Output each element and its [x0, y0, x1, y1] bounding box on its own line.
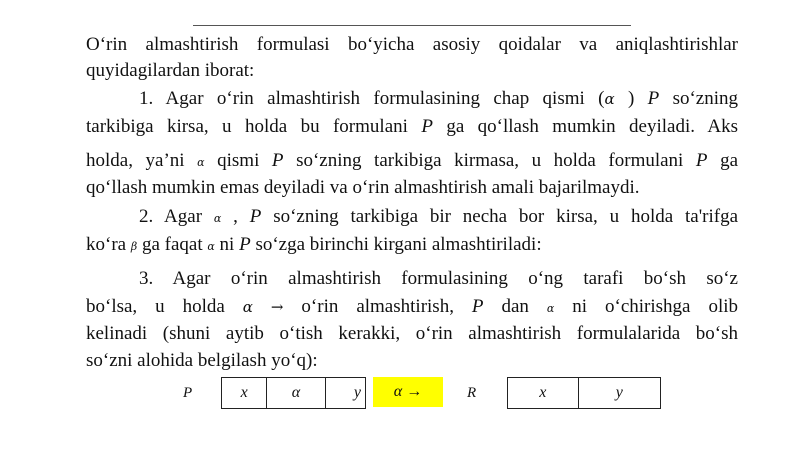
- rule3-line-1: 3. Agar o‘rin almashtirish formulasining o‘ng tarafi bo‘sh so‘z: [139, 268, 738, 289]
- rule1-line-4: qo‘llash mumkin emas deyiladi va o‘rin almashtirish amali bajarilmaydi.: [86, 177, 640, 198]
- rule3-line-2: bo‘lsa, u holda α → o‘rin almashtirish, P dan α ni o‘chirishga olib: [86, 296, 739, 317]
- rule1-line-2: tarkibiga kirsa, u holda bu formulani P ga qo‘llash mumkin deyiladi. Aks: [86, 116, 738, 137]
- rule3-line-4: so‘zni alohida belgilash yo‘q):: [86, 350, 318, 371]
- top-rule: [193, 25, 631, 26]
- label-p: P: [183, 385, 193, 401]
- rule1-line-3: holda, ya’ni α qismi P so‘zning tarkibiga kirmasa, u holda formulani P ga: [86, 150, 739, 171]
- cell-y: y: [615, 384, 623, 401]
- word-box-r: [507, 377, 661, 409]
- rule1-line-1: 1. Agar o‘rin almashtirish formulasining chap qismi (α ) P so‘zning: [139, 88, 739, 109]
- intro-line-1: O‘rin almashtirish formulasi bo‘yicha asosiy qoidalar va aniqlashtirishlar: [86, 34, 738, 55]
- highlighted-formula: α →: [373, 377, 443, 407]
- word-diagram: [0, 377, 800, 409]
- cell-x: x: [222, 378, 267, 408]
- rule2-line-1: 2. Agar α , P so‘zning tarkibiga bir necha bor kirsa, u holda ta'rifga: [139, 206, 739, 227]
- intro-line-2: quyidagilardan iborat:: [86, 60, 255, 81]
- rule2-line-2: ko‘ra β ga faqat α ni P so‘zga birinchi kirgani almashtiriladi:: [86, 234, 542, 255]
- word-box-p: [221, 377, 366, 409]
- label-r: R: [467, 385, 477, 401]
- cell-alpha: α: [267, 378, 325, 408]
- cell-y: y: [353, 384, 362, 401]
- rule3-line-3: kelinadi (shuni aytib o‘tish kerakki, o‘rin almashtirish formulalarida bo‘sh: [86, 323, 738, 344]
- cell-x: x: [508, 378, 579, 408]
